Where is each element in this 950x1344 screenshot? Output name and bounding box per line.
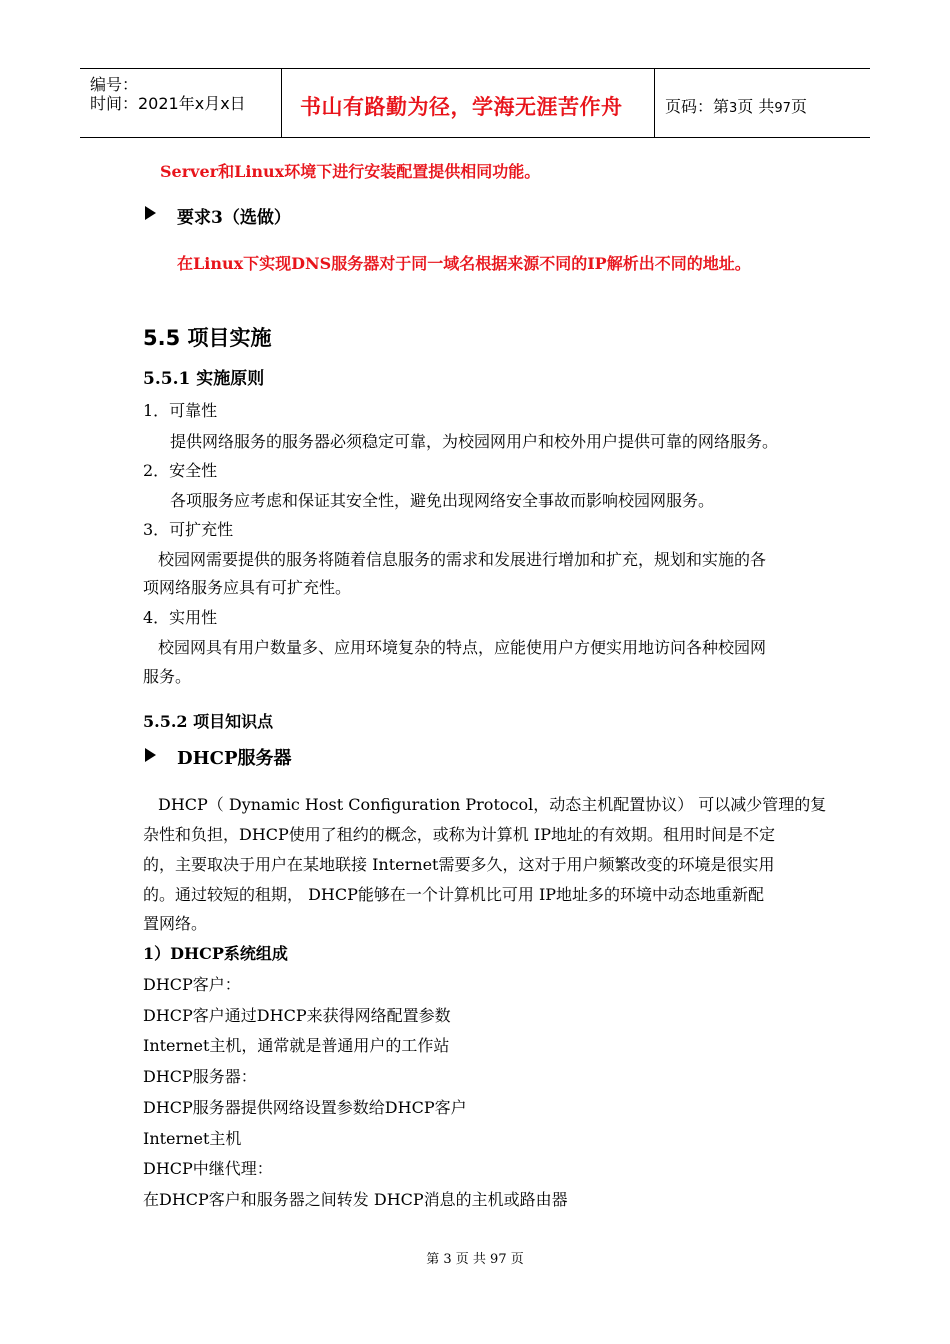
dhcp-paragraph-line-5: 置网络。 (143, 914, 208, 933)
list-item: 在DHCP客户和服务器之间转发 DHCP消息的主机或路由器 (143, 1190, 568, 1209)
principle-3-text-2: 项网络服务应具有可扩充性。 (143, 578, 352, 597)
dhcp-paragraph-line-3: 的，主要取决于用户在某地联接 Internet需要多久，这对于用户频繁改变的环境是很实用 (143, 855, 775, 874)
section-5-5-title: 5.5 项目实施 (143, 326, 272, 350)
list-item: Internet主机 (143, 1129, 242, 1148)
principle-1-text: 提供网络服务的服务器必须稳定可靠，为校园网用户和校外用户提供可靠的网络服务。 (170, 432, 779, 451)
header-info-cell (80, 69, 282, 137)
principle-1-title: 1．可靠性 (143, 401, 218, 420)
section-5-5-1-title: 5.5.1 实施原则 (143, 369, 265, 389)
principle-3-text-1: 校园网需要提供的服务将随着信息服务的需求和发展进行增加和扩充，规划和实施的各 (158, 550, 767, 569)
dhcp-paragraph-line-1: DHCP（ Dynamic Host Configuration Protocol，动态主机配置协议） 可以减少管理的复 (158, 795, 827, 814)
dhcp-paragraph-line-2: 杂性和负担，DHCP使用了租约的概念，或称为计算机 IP地址的有效期。租用时间是不定 (143, 825, 775, 844)
dhcp-heading: DHCP服务器 (177, 748, 292, 769)
header-page-cell (655, 69, 870, 137)
list-item: DHCP客户： (143, 975, 241, 994)
page-indicator: 页码：第3页 共97页 (665, 97, 807, 116)
dhcp-system-heading: 1）DHCP系统组成 (143, 944, 288, 963)
principle-4-text-1: 校园网具有用户数量多、应用环境复杂的特点，应能使用户方便实用地访问各种校园网 (158, 638, 767, 657)
list-item: DHCP中继代理： (143, 1159, 273, 1178)
list-item: Internet主机，通常就是普通用户的工作站 (143, 1036, 450, 1055)
section-5-5-2-title: 5.5.2 项目知识点 (143, 712, 274, 731)
serial-label: 编号： (90, 75, 139, 94)
principle-2-text: 各项服务应考虑和保证其安全性，避免出现网络安全事故而影响校园网服务。 (170, 491, 715, 510)
principle-4-title: 4．实用性 (143, 608, 218, 627)
principle-3-title: 3．可扩充性 (143, 520, 234, 539)
requirement-3-heading: 要求3（选做） (177, 208, 291, 228)
page-footer: 第 3 页 共 97 页 (426, 1252, 524, 1267)
arrow-bullet-icon (145, 206, 156, 220)
red-note-2: 在Linux下实现DNS服务器对于同一域名根据来源不同的IP解析出不同的地址。 (177, 254, 751, 273)
arrow-bullet-icon (145, 748, 156, 762)
principle-2-title: 2．安全性 (143, 461, 218, 480)
header-motto-cell (282, 69, 655, 137)
motto: 书山有路勤为径，学海无涯苦作舟 (300, 95, 623, 119)
page-header (80, 68, 870, 138)
list-item: DHCP客户通过DHCP来获得网络配置参数 (143, 1006, 451, 1025)
dhcp-paragraph-line-4: 的。通过较短的租期， DHCP能够在一个计算机比可用 IP地址多的环境中动态地重新配 (143, 885, 765, 904)
list-item: DHCP服务器提供网络设置参数给DHCP客户 (143, 1098, 467, 1117)
principle-4-text-2: 服务。 (143, 667, 192, 686)
page-total: 97 (774, 101, 791, 116)
list-item: DHCP服务器： (143, 1067, 257, 1086)
red-note-1: Server和Linux环境下进行安装配置提供相同功能。 (160, 162, 541, 181)
time-label: 时间：2021年x月x日 (90, 94, 246, 113)
page-number: 3 (729, 101, 738, 116)
